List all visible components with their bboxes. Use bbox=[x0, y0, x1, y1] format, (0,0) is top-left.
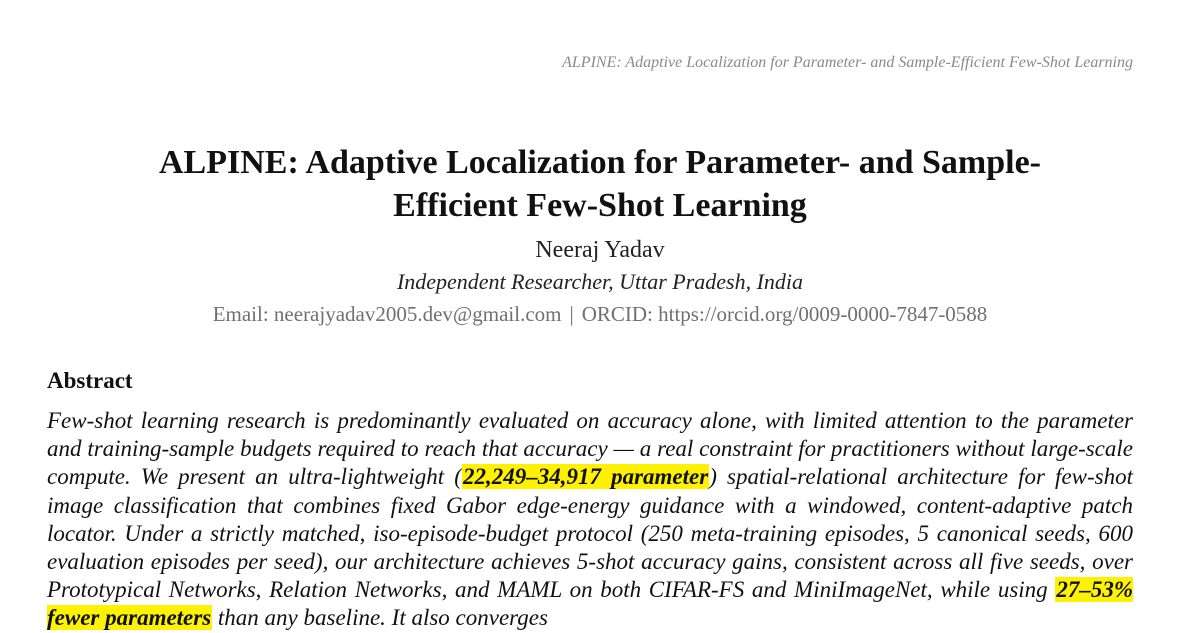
abstract-body bbox=[47, 407, 1133, 633]
author-affiliation: Independent Researcher, Uttar Pradesh, India bbox=[396, 269, 804, 294]
paper-title bbox=[0, 141, 1200, 227]
author-name: Neeraj Yadav bbox=[535, 237, 665, 263]
highlighted-parameter-count: 22,249–34,917 parameter bbox=[462, 464, 709, 490]
paper-title-line-1: ALPINE: Adaptive Localization for Parameter- and Sample- bbox=[158, 144, 1042, 181]
running-header: ALPINE: Adaptive Localization for Parameter- and Sample-Efficient Few-Shot Learning bbox=[562, 54, 1133, 71]
abstract-text-segment: than any baseline. It also converges bbox=[212, 605, 548, 631]
paper-title-line-2: Efficient Few-Shot Learning bbox=[393, 187, 807, 224]
author-contact bbox=[0, 298, 1200, 330]
contact-separator: | bbox=[569, 302, 574, 326]
orcid-link[interactable]: ORCID: https://orcid.org/0009-0000-7847-0588 bbox=[581, 302, 988, 326]
abstract-heading: Abstract bbox=[47, 368, 133, 393]
highlighted-parameter-reduction: 27–53% fewer parameters bbox=[47, 577, 1133, 631]
email-link[interactable]: Email: neerajyadav2005.dev@gmail.com bbox=[212, 302, 562, 326]
title-block bbox=[0, 141, 1200, 330]
abstract-text-segment: Few-shot learning research is predominantly evaluated on accuracy alone, with limited attention to the parameter and training-sample budgets required to reach that accuracy — a real constraint for practitioners without large-scale compute. We present an ultra-lightweight ( bbox=[47, 408, 1133, 490]
abstract-text-segment: ) spatial-relational architecture for few-shot image classification that combines fixed Gabor edge-energy guidance with a windowed, content-adaptive patch locator. Under a strictly matched, iso-episode-budget protocol (250 meta-training episodes, 5 canonical seeds, 600 evaluation episodes per seed), our architecture achieves 5-shot accuracy gains, consistent across all five seeds, over Prototypical Networks, Relation Networks, and MAML on both CIFAR-FS and MiniImageNet, while using bbox=[47, 464, 1133, 603]
